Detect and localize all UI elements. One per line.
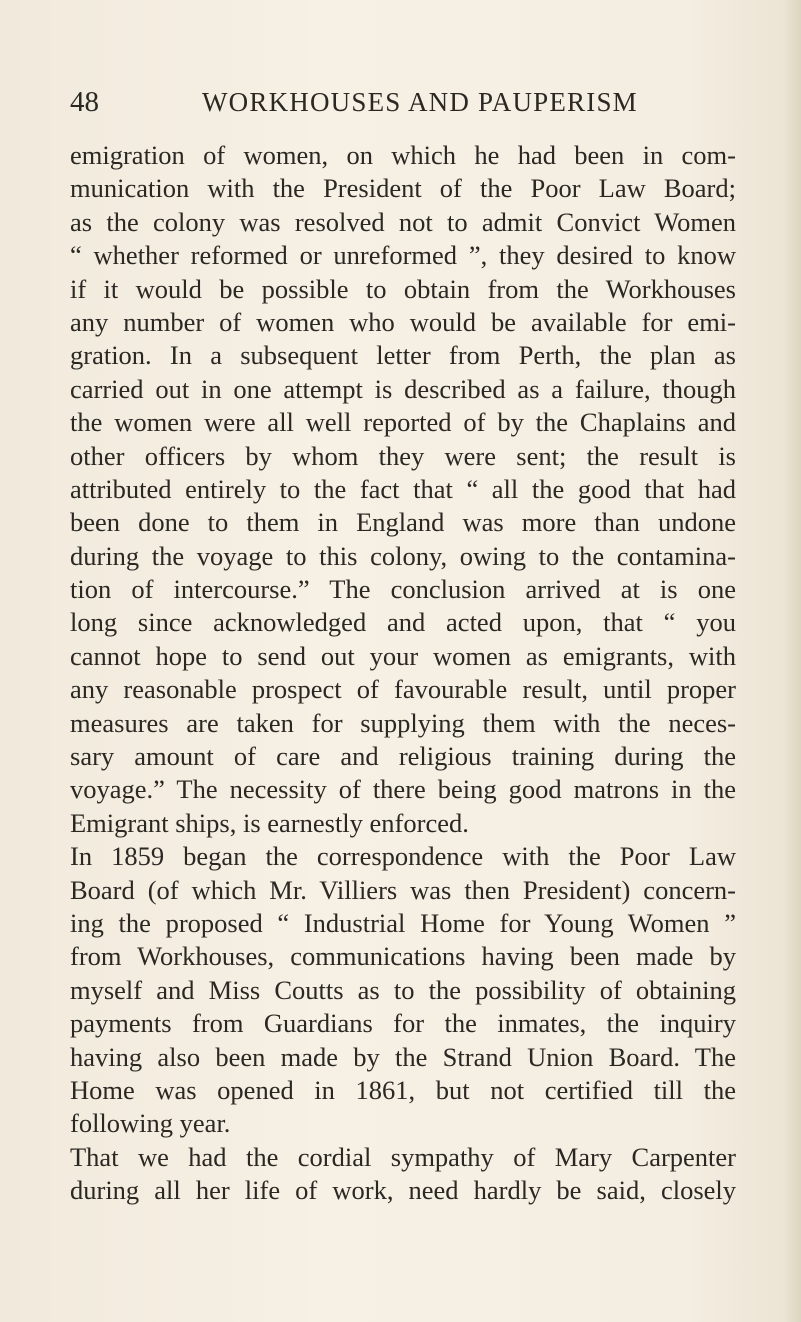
text-line: tion of intercourse.” The conclusion arrived at is one	[70, 574, 736, 605]
text-line: any reasonable prospect of favourable result, until proper	[70, 674, 736, 705]
text-line: long since acknowledged and acted upon, that “ you	[70, 607, 736, 638]
text-line: munication with the President of the Poor Law Board;	[70, 173, 736, 204]
text-line: payments from Guardians for the inmates, the inquiry	[70, 1008, 736, 1039]
text-line: myself and Miss Coutts as to the possibility of obtaining	[70, 974, 736, 1005]
text-line: the women were all well reported of by the Chaplains and	[70, 407, 736, 438]
text-line: voyage.” The necessity of there being good matrons in the	[70, 774, 736, 805]
text-line: Board (of which Mr. Villiers was then President) concern-	[70, 874, 736, 905]
text-line: having also been made by the Strand Union Board. The	[70, 1041, 736, 1072]
page-header	[70, 82, 740, 122]
text-line: any number of women who would be available for emi-	[70, 306, 736, 337]
text-line: carried out in one attempt is described as a failure, though	[70, 373, 736, 404]
text-line: during all her life of work, need hardly be said, closely	[70, 1175, 736, 1206]
text-line: as the colony was resolved not to admit Convict Women	[70, 206, 736, 237]
text-line: Emigrant ships, is earnestly enforced.	[70, 807, 469, 838]
text-line: gration. In a subsequent letter from Perth, the plan as	[70, 340, 736, 371]
text-line: following year.	[70, 1108, 231, 1139]
text-line: attributed entirely to the fact that “ all the good that had	[70, 473, 736, 504]
body-text	[70, 139, 736, 1208]
text-line: Home was opened in 1861, but not certified till the	[70, 1074, 736, 1105]
text-line: ing the proposed “ Industrial Home for Young Women ”	[70, 907, 736, 938]
text-line: “ whether reformed or unreformed ”, they desired to know	[70, 240, 736, 271]
text-line: measures are taken for supplying them with the neces-	[70, 707, 736, 738]
page-edge-shadow	[783, 0, 801, 1322]
text-line: other officers by whom they were sent; the result is	[70, 440, 736, 471]
text-line: In 1859 began the correspondence with the Poor Law	[70, 841, 736, 872]
text-line: if it would be possible to obtain from the Workhouses	[70, 273, 736, 304]
running-title: WORKHOUSES AND PAUPERISM	[202, 87, 638, 117]
text-line: cannot hope to send out your women as emigrants, with	[70, 640, 736, 671]
text-line: sary amount of care and religious training during the	[70, 741, 736, 772]
text-line: been done to them in England was more than undone	[70, 507, 736, 538]
text-line: from Workhouses, communications having been made by	[70, 941, 736, 972]
text-line: emigration of women, on which he had been in com-	[70, 140, 736, 170]
text-line: That we had the cordial sympathy of Mary Carpenter	[70, 1141, 736, 1172]
page-number: 48	[70, 86, 99, 118]
text-line: during the voyage to this colony, owing to the contamina-	[70, 540, 736, 571]
